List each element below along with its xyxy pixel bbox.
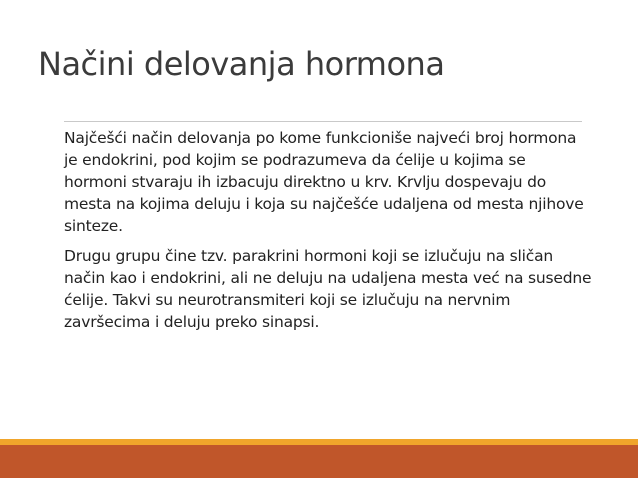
paragraph-endocrine: Najčešći način delovanja po kome funkcioniše najveći broj hormona je endokrini, pod kojim se podrazumeva da ćelije u kojima se hormoni stvaraju ih izbacuju direktno u krv. Krvlju dospevaju do mesta na kojima deluju i koja su najčešće udaljena od mesta njihove sinteze. xyxy=(64,129,584,235)
paragraph-paracrine: Drugu grupu čine tzv. parakrini hormoni koji se izlučuju na sličan način kao i endokrini, ali ne deluju na udaljena mesta već na susedne ćelije. Takvi su neurotransmiteri koji se izlučuju na nervnim završecima i deluju preko sinapsi. xyxy=(64,247,592,331)
slide-body xyxy=(64,127,592,341)
title-divider xyxy=(64,121,582,122)
footer-band xyxy=(0,445,638,478)
slide-title: Načini delovanja hormona xyxy=(38,45,445,83)
